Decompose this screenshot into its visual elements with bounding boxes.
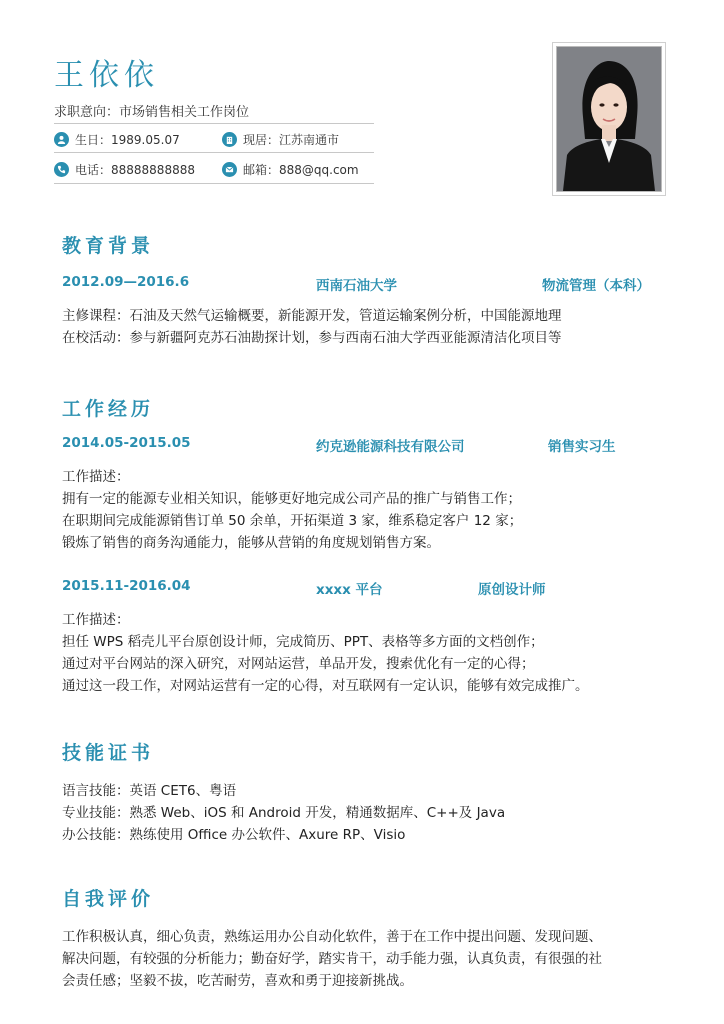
education-school: 西南石油大学 bbox=[316, 278, 397, 294]
profile-photo bbox=[556, 46, 662, 192]
section-title-self: 自我评价 bbox=[62, 888, 155, 910]
job-description-label: 工作描述： bbox=[62, 469, 130, 485]
education-major: 物流管理（本科） bbox=[542, 278, 650, 294]
job-description bbox=[62, 466, 522, 554]
self-evaluation-line: 会责任感；坚毅不拔，吃苦耐劳，喜欢和勇于迎接新挑战。 bbox=[62, 973, 413, 989]
residence-info bbox=[222, 131, 339, 148]
phone-icon bbox=[54, 162, 69, 177]
candidate-name: 王依依 bbox=[54, 58, 159, 93]
birth-text: 生日：1989.05.07 bbox=[75, 133, 180, 147]
job-period: 2014.05-2015.05 bbox=[62, 435, 191, 451]
education-details bbox=[62, 305, 562, 349]
building-icon bbox=[222, 132, 237, 147]
job-description-line: 担任 WPS 稻壳儿平台原创设计师，完成简历、PPT、表格等多方面的文档创作； bbox=[62, 634, 544, 650]
section-title-work: 工作经历 bbox=[62, 398, 155, 420]
job-description bbox=[62, 609, 589, 697]
job-company: xxxx 平台 bbox=[316, 582, 383, 598]
self-evaluation-line: 解决问题，有较强的分析能力；勤奋好学，踏实肯干，动手能力强，认真负责，有很强的社 bbox=[62, 951, 602, 967]
phone-info bbox=[54, 161, 195, 178]
section-title-skills: 技能证书 bbox=[62, 742, 155, 764]
divider bbox=[54, 152, 374, 153]
birth-info bbox=[54, 131, 180, 148]
self-evaluation-line: 工作积极认真，细心负责，熟练运用办公自动化软件，善于在工作中提出问题、发现问题、 bbox=[62, 929, 602, 945]
job-description-label: 工作描述： bbox=[62, 612, 130, 628]
skill-line: 专业技能：熟悉 Web、iOS 和 Android 开发，精通数据库、C++及 Java bbox=[62, 805, 506, 821]
phone-text: 电话：88888888888 bbox=[75, 163, 195, 177]
email-info bbox=[222, 161, 359, 178]
self-evaluation bbox=[62, 926, 602, 992]
email-text: 邮箱：888@qq.com bbox=[243, 163, 359, 177]
mail-icon bbox=[222, 162, 237, 177]
job-description-line: 通过这一段工作，对网站运营有一定的心得，对互联网有一定认识，能够有效完成推广。 bbox=[62, 678, 589, 694]
education-activities: 在校活动：参与新疆阿克苏石油勘探计划，参与西南石油大学西亚能源清洁化项目等 bbox=[62, 330, 562, 346]
education-courses: 主修课程：石油及天然气运输概要，新能源开发，管道运输案例分析，中国能源地理 bbox=[62, 308, 562, 324]
job-description-line: 通过对平台网站的深入研究，对网站运营，单品开发，搜索优化有一定的心得； bbox=[62, 656, 535, 672]
person-icon bbox=[54, 132, 69, 147]
skill-line: 语言技能：英语 CET6、粤语 bbox=[62, 783, 237, 799]
skills-list bbox=[62, 780, 505, 846]
job-company: 约克逊能源科技有限公司 bbox=[316, 439, 465, 455]
education-period: 2012.09—2016.6 bbox=[62, 274, 190, 290]
job-description-line: 拥有一定的能源专业相关知识，能够更好地完成公司产品的推广与销售工作； bbox=[62, 491, 521, 507]
job-objective: 求职意向：市场销售相关工作岗位 bbox=[54, 105, 250, 120]
section-title-education: 教育背景 bbox=[62, 235, 155, 257]
job-role: 原创设计师 bbox=[478, 582, 546, 598]
job-description-line: 锻炼了销售的商务沟通能力，能够从营销的角度规划销售方案。 bbox=[62, 535, 440, 551]
divider bbox=[54, 183, 374, 184]
job-period: 2015.11-2016.04 bbox=[62, 578, 191, 594]
job-role: 销售实习生 bbox=[548, 439, 616, 455]
divider bbox=[54, 123, 374, 124]
residence-text: 现居：江苏南通市 bbox=[243, 133, 340, 147]
skill-line: 办公技能：熟练使用 Office 办公软件、Axure RP、Visio bbox=[62, 827, 406, 843]
job-description-line: 在职期间完成能源销售订单 50 余单，开拓渠道 3 家，维系稳定客户 12 家； bbox=[62, 513, 523, 529]
